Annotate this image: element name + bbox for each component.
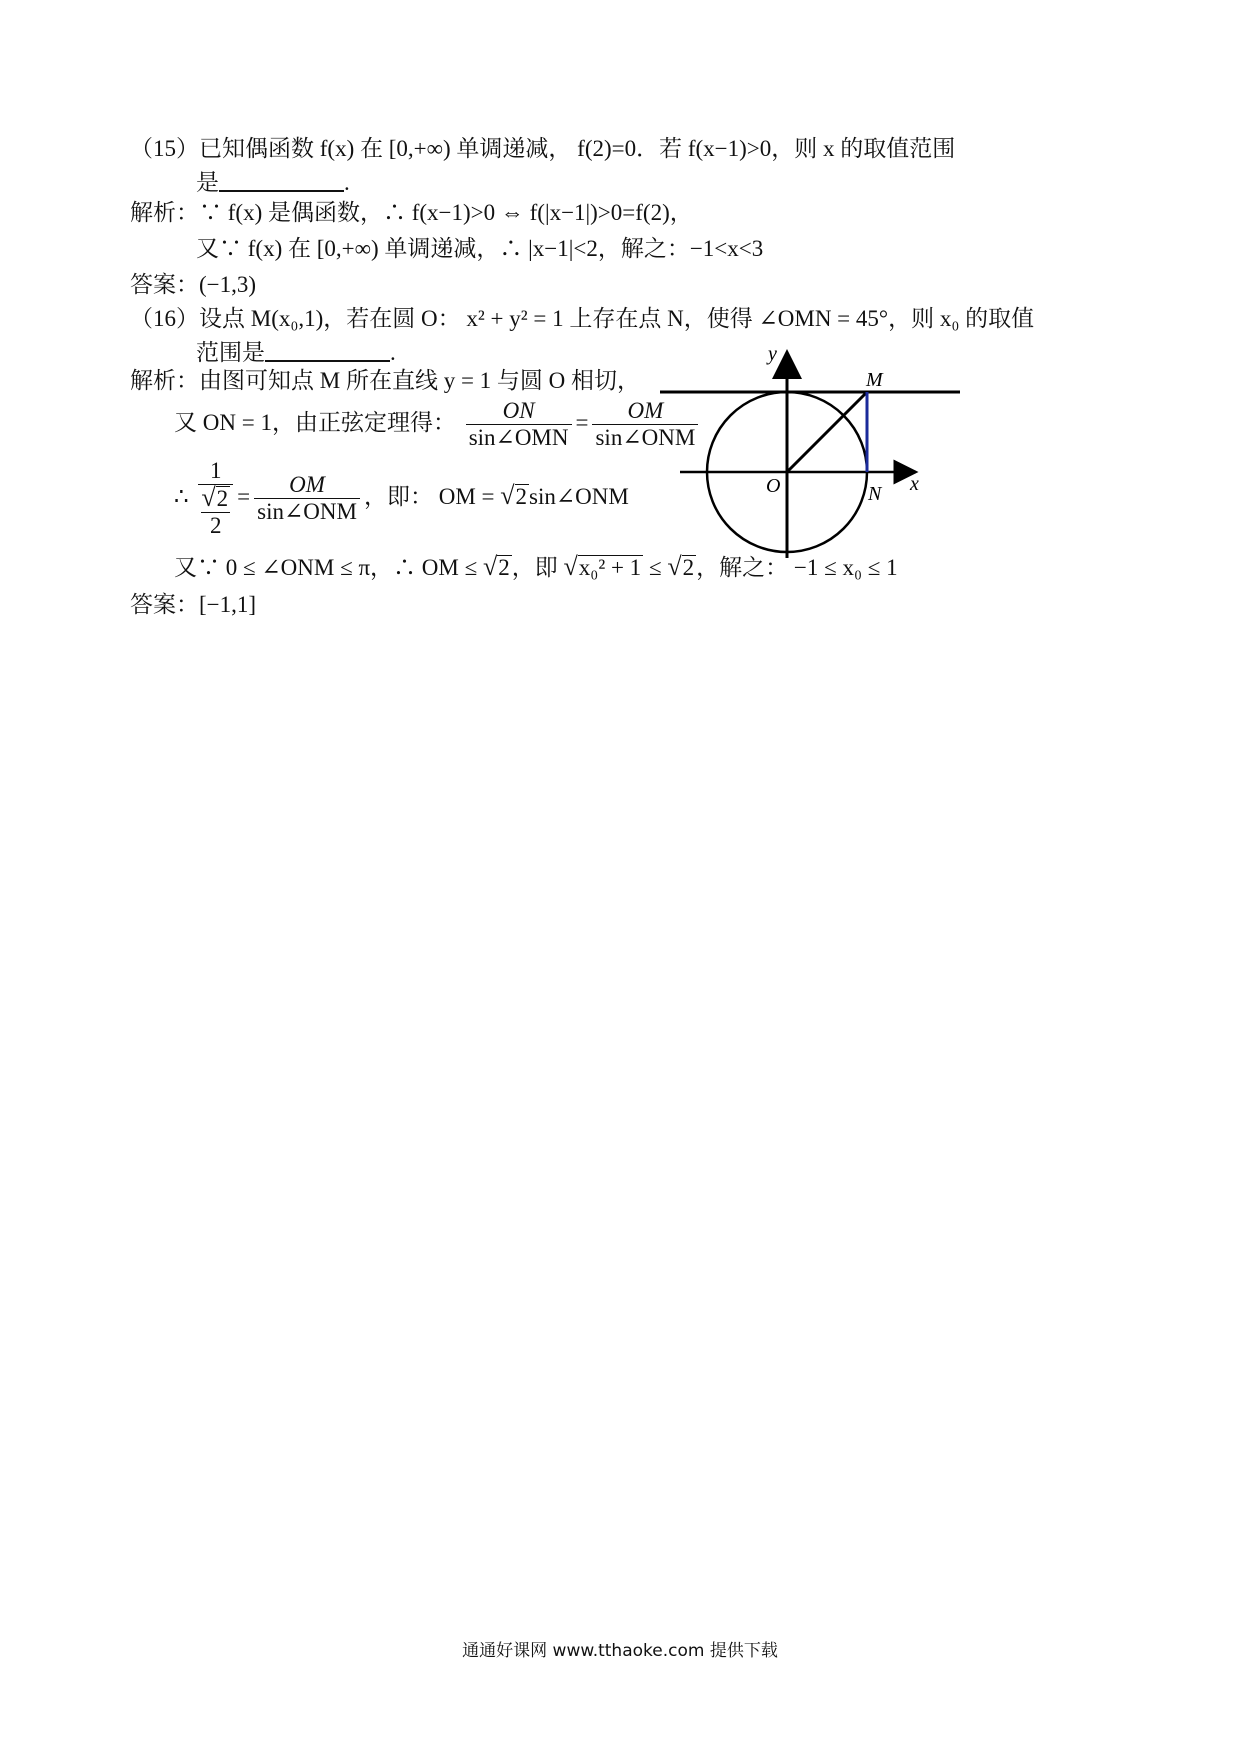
- radical-sign-icon: √: [201, 483, 216, 512]
- label-x-axis: x: [910, 473, 919, 495]
- q16-answer-line: [130, 590, 256, 620]
- q15-analysis-text1: ∵ f(x) 是偶函数，∴ f(x−1)>0 ⇔ f(|x−1|)>0=f(2)，: [199, 200, 693, 225]
- fraction-om-over-sin-onm-2: [254, 472, 360, 525]
- sqrt-two-value-2: 2: [498, 555, 510, 580]
- radical-sign-icon-2: √: [500, 480, 515, 510]
- q15-answer-value: (−1,3): [199, 272, 257, 297]
- radical-sign-icon-5: √: [667, 552, 682, 581]
- q15-analysis-line2: 又∵ f(x) 在 [0,+∞) 单调递减，∴ |x−1|<2，解之：−1<x<3: [196, 236, 764, 261]
- q15-answer-label: 答案：: [130, 272, 199, 297]
- q15-analysis-label: 解析：: [130, 200, 199, 225]
- equals-sign-2: =: [237, 483, 251, 509]
- fraction-on-over-sin-omn: [466, 398, 572, 451]
- q16-analysis-4a: 又∵ 0 ≤ ∠ONM ≤ π，∴ OM ≤: [174, 555, 483, 580]
- label-point-m: M: [866, 369, 883, 391]
- frac4-denominator: sin∠ONM: [257, 499, 357, 524]
- frac4-numerator: OM: [254, 472, 360, 499]
- equals-sign: =: [575, 409, 589, 435]
- frac3-numerator: 1: [198, 458, 233, 485]
- q15-line2-suffix: .: [344, 170, 350, 195]
- frac3-den-under: 2: [210, 513, 222, 538]
- q15-analysis-line1: [130, 198, 693, 228]
- frac1-numerator: ON: [466, 398, 572, 425]
- q15-stem-line1: （15）已知偶函数 f(x) 在 [0,+∞) 单调递减， f(2)=0．若 f(x−1)>0，则 x 的取值范围: [130, 136, 956, 161]
- q15-answer-line: [130, 270, 256, 300]
- q16-om-line: [174, 458, 629, 539]
- frac3-denominator: [198, 485, 233, 539]
- q16-answer-blank: [265, 340, 390, 362]
- q16-stem-line2: [196, 338, 396, 368]
- frac2-denominator: sin∠ONM: [595, 425, 696, 450]
- page-footer: 通通好课网 www.tthaoke.com 提供下载: [462, 1641, 778, 1661]
- q16-analysis-3-tail: sin∠ONM: [529, 483, 629, 509]
- q16-analysis-4c: ≤: [643, 555, 668, 580]
- q15-stem-line2: [196, 168, 350, 198]
- frac2-numerator: OM: [592, 398, 698, 425]
- q15-answer-blank: [219, 170, 344, 192]
- q16-analysis-text2: 又 ON = 1，由正弦定理得：: [174, 409, 456, 435]
- label-point-n: N: [868, 483, 882, 505]
- q15-line2-prefix: 是: [196, 170, 219, 195]
- label-origin-o: O: [766, 475, 781, 497]
- radical-sign-icon-3: √: [482, 552, 498, 581]
- sqrt-two-value: 2: [515, 483, 528, 509]
- q16-analysis-text1: 由图可知点 M 所在直线 y = 1 与圆 O 相切，: [199, 368, 641, 393]
- q16-analysis-3-suffix: ，即： OM =: [363, 483, 501, 509]
- q16-stem-line1: （16）设点 M(x₀,1)，若在圆 O： x² + y² = 1 上存在点 N，使得 ∠OMN = 45°，则 x₀ 的取值: [130, 306, 1035, 331]
- sqrt-two-value-3: 2: [682, 555, 695, 580]
- q16-line2-prefix: 范围是: [196, 340, 265, 365]
- q16-analysis-label: 解析：: [130, 368, 199, 393]
- q16-sine-law-line: [174, 398, 702, 451]
- fraction-one-over-root2-over2: [198, 458, 233, 539]
- frac1-denominator: sin∠OMN: [468, 425, 569, 450]
- q16-answer-label: 答案：: [130, 592, 199, 617]
- q16-analysis-line1: [130, 366, 640, 396]
- q16-analysis-4b: ，即: [511, 555, 564, 580]
- q16-analysis-4d: ，解之： −1 ≤ x₀ ≤ 1: [696, 555, 898, 580]
- label-y-axis: y: [768, 346, 777, 365]
- therefore-symbol: ∴: [174, 483, 189, 509]
- frac3-sqrt-value: 2: [216, 486, 229, 511]
- q16-line2-suffix: .: [390, 340, 396, 365]
- radical-sign-icon-4: √: [563, 552, 578, 581]
- sqrt-radicand: x₀² + 1: [578, 555, 642, 580]
- circle-tangent-diagram: [660, 346, 980, 576]
- q16-answer-value: [−1,1]: [199, 592, 257, 617]
